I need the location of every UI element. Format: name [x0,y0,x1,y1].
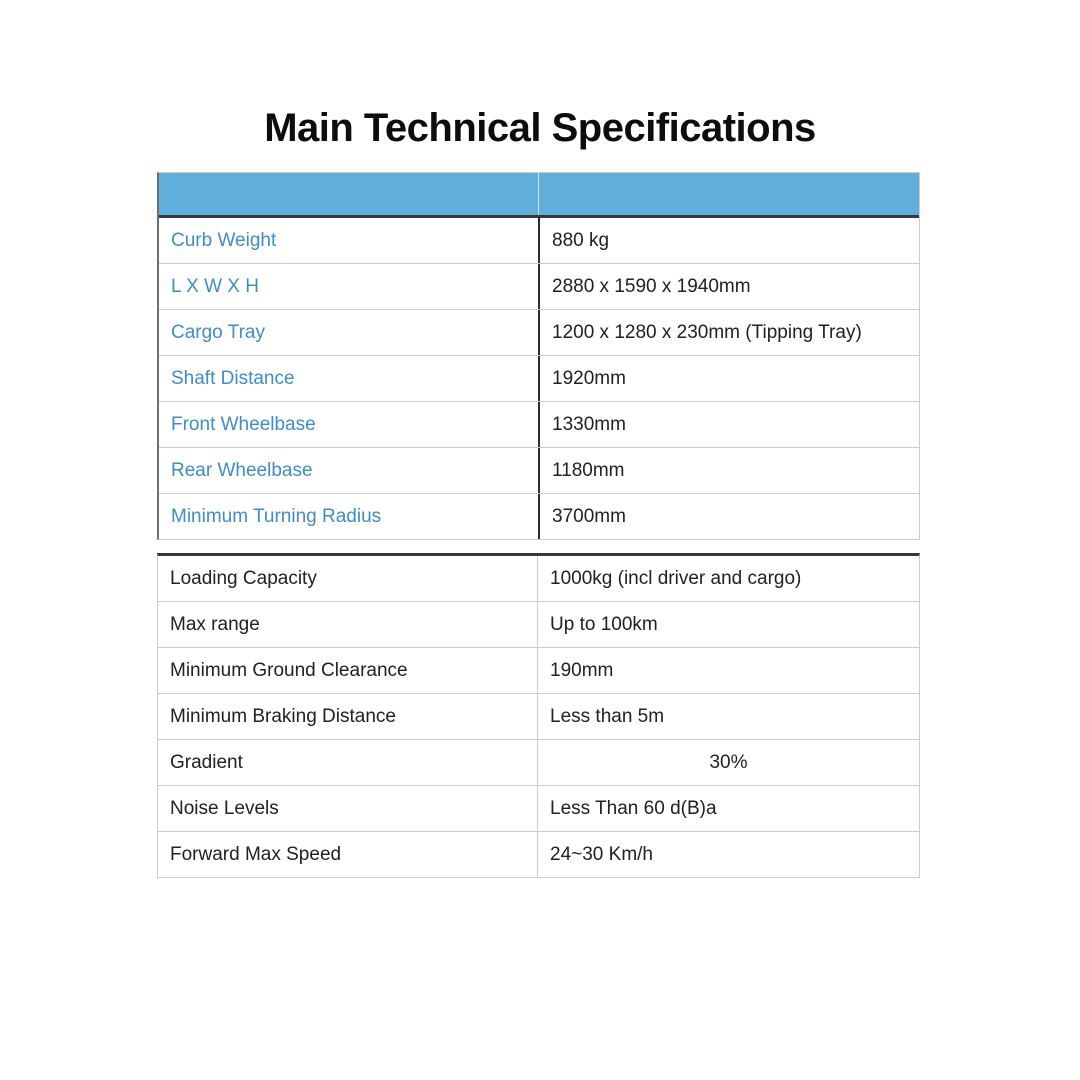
table-row [159,493,919,539]
spec-value: 1920mm [538,356,919,401]
spec-label: Max range [170,613,260,635]
spec-value: 30% [537,740,919,785]
table-row [159,401,919,447]
spec-table-secondary [157,553,920,878]
spec-value: 1200 x 1280 x 230mm (Tipping Tray) [538,310,919,355]
spec-value: 1330mm [538,402,919,447]
table-body-secondary [158,556,919,877]
table-row [158,831,919,877]
table-row [159,309,919,355]
table-header-row [159,173,919,218]
spec-label: Minimum Ground Clearance [170,659,408,681]
table-row [158,647,919,693]
table-row [159,263,919,309]
spec-value: 3700mm [538,494,919,539]
table-row [158,601,919,647]
spec-label: L X W X H [171,275,259,297]
spec-label: Minimum Turning Radius [171,505,382,527]
table-row [158,556,919,601]
spec-value: Less Than 60 d(B)a [537,786,919,831]
spec-value: 1180mm [538,448,919,493]
spec-value: 24~30 Km/h [537,832,919,877]
table-body-primary [159,218,919,539]
spec-label: Front Wheelbase [171,413,316,435]
table-row [158,785,919,831]
spec-label: Cargo Tray [171,321,265,343]
spec-table-primary [157,172,920,540]
table-row [159,447,919,493]
spec-value: 1000kg (incl driver and cargo) [537,556,919,601]
spec-value: Less than 5m [537,694,919,739]
header-cell-spec [159,173,538,215]
spec-label: Minimum Braking Distance [170,705,396,727]
spec-label: Loading Capacity [170,567,317,589]
table-row [158,693,919,739]
header-cell-value [538,173,919,215]
spec-label: Noise Levels [170,797,279,819]
page-title: Main Technical Specifications [264,106,816,150]
spec-label: Forward Max Speed [170,843,342,865]
spec-label: Rear Wheelbase [171,459,313,481]
spec-label: Shaft Distance [171,367,295,389]
table-row [158,739,919,785]
table-row [159,218,919,263]
spec-label: Curb Weight [171,229,277,251]
spec-label: Gradient [170,751,243,773]
table-row [159,355,919,401]
spec-value: 2880 x 1590 x 1940mm [538,264,919,309]
spec-value: Up to 100km [537,602,919,647]
spec-value: 880 kg [538,218,919,263]
spec-value: 190mm [537,648,919,693]
